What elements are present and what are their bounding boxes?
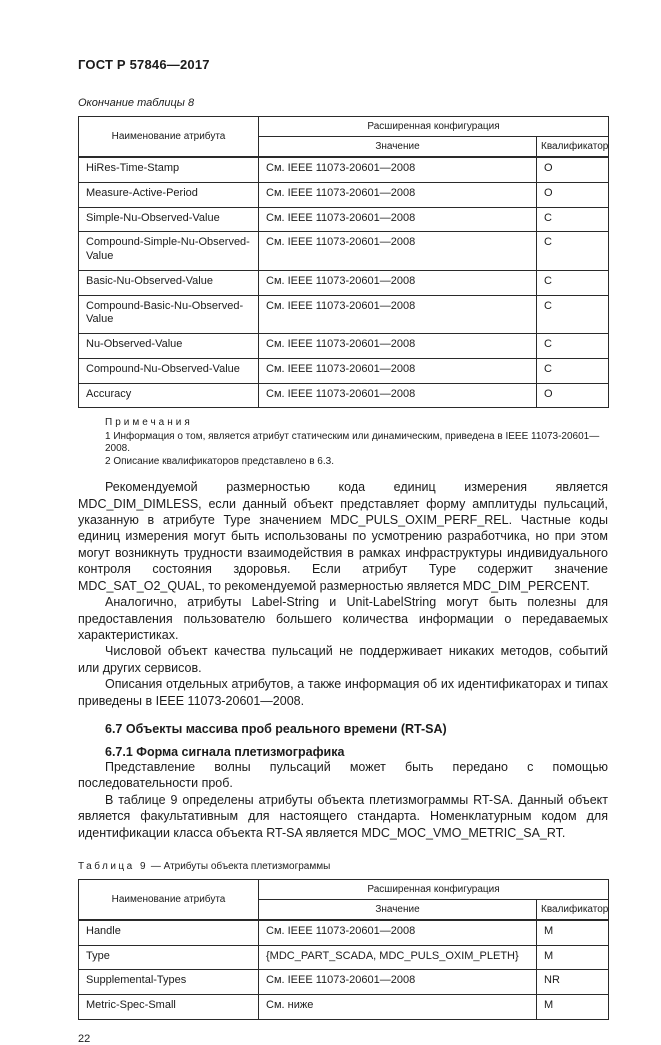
qualifier-cell: O [537,383,609,408]
qualifier-cell: C [537,295,609,334]
table8-header-value: Значение [259,137,537,158]
table9-header-qualifier: Квалификатор [537,899,609,920]
document-header: ГОСТ Р 57846—2017 [78,57,210,72]
paragraph: Описания отдельных атрибутов, а также информация об их идентификаторах и типах приведены в IEEE 11073-20601—2008. [78,677,608,708]
qualifier-cell: O [537,157,609,182]
section-heading-6-7-1: 6.7.1 Форма сигнала плетизмографика [105,744,345,759]
table8-header-attribute: Наименование атрибута [79,117,259,158]
value-cell: {MDC_PART_SCADA, MDC_PULS_OXIM_PLETH} [259,945,537,970]
table8-attributes-table [78,116,609,408]
table8-header-extended-config: Расширенная конфигурация [259,117,609,137]
table9-header-attribute: Наименование атрибута [79,879,259,920]
qualifier-cell: M [537,945,609,970]
attribute-name-cell: Handle [79,920,259,945]
value-cell: См. IEEE 11073-20601—2008 [259,358,537,383]
table9-caption-separator: — [148,860,164,872]
table-row [79,207,609,232]
attribute-name-cell: Supplemental-Types [79,970,259,995]
attribute-name-cell: Nu-Observed-Value [79,334,259,359]
qualifier-cell: O [537,182,609,207]
table-row [79,270,609,295]
table8-header-qualifier: Квалификатор [537,137,609,158]
value-cell: См. IEEE 11073-20601—2008 [259,383,537,408]
table8-notes [78,417,608,468]
value-cell: См. IEEE 11073-20601—2008 [259,920,537,945]
attribute-name-cell: Compound-Basic-Nu-Observed-Value [79,295,259,334]
paragraph: Рекомендуемой размерностью кода единиц измерения является MDC_DIM_DIMLESS, если данный объект представляет форму амплитуды пульсаций, указанную в атрибуте Type значением MDC_PULS_OXIM_PERF_REL. Частные коды единиц измерения могут быть использованы по усмотрению разработчика, но при этом могут возникнуть трудности взаимодействия в рамках инфраструктуры индивидуального контроля состояния здоровья. Если атрибут Type содержит значение MDC_SAT_O2_QUAL, то рекомендуемой размерностью является MDC_DIM_PERCENT. [78,480,608,593]
value-cell: См. IEEE 11073-20601—2008 [259,270,537,295]
table9-body [79,920,609,1020]
table-row [79,334,609,359]
table9-attributes-table [78,879,609,1020]
value-cell: См. ниже [259,995,537,1020]
value-cell: См. IEEE 11073-20601—2008 [259,334,537,359]
note-item: 1 Информация о том, является атрибут статическим или динамическим, приведена в IEEE 11073-20601—2008. [105,430,600,455]
attribute-name-cell: Metric-Spec-Small [79,995,259,1020]
table-row [79,995,609,1020]
attribute-name-cell: Accuracy [79,383,259,408]
note-item: 2 Описание квалификаторов представлено в 6.3. [105,455,334,467]
table-row [79,945,609,970]
value-cell: См. IEEE 11073-20601—2008 [259,970,537,995]
qualifier-cell: C [537,334,609,359]
attribute-name-cell: Simple-Nu-Observed-Value [79,207,259,232]
notes-title: Примечания [105,417,193,429]
attribute-name-cell: Compound-Simple-Nu-Observed-Value [79,232,259,271]
value-cell: См. IEEE 11073-20601—2008 [259,232,537,271]
paragraph: Аналогично, атрибуты Label-String и Unit-LabelString могут быть полезны для предоставления пользователю большего количества информации о передаваемых характеристиках. [78,595,608,642]
table-row [79,970,609,995]
page-number: 22 [78,1032,91,1045]
table-row [79,157,609,182]
attribute-name-cell: Measure-Active-Period [79,182,259,207]
table-row [79,383,609,408]
value-cell: См. IEEE 11073-20601—2008 [259,157,537,182]
table9-caption-label: Таблица 9 [78,860,149,872]
table-row [79,358,609,383]
table9-header-row-1 [79,879,609,899]
table8-header-row-1 [79,117,609,137]
table-row [79,920,609,945]
value-cell: См. IEEE 11073-20601—2008 [259,207,537,232]
qualifier-cell: M [537,995,609,1020]
paragraph: Представление волны пульсаций может быть передано с помощью последовательности проб. [78,759,608,791]
qualifier-cell: C [537,358,609,383]
value-cell: См. IEEE 11073-20601—2008 [259,182,537,207]
table8-body [79,157,609,408]
attribute-name-cell: Basic-Nu-Observed-Value [79,270,259,295]
table-row [79,295,609,334]
section-heading-6-7: 6.7 Объекты массива проб реального времени (RT-SA) [105,721,447,736]
attribute-name-cell: Compound-Nu-Observed-Value [79,358,259,383]
qualifier-cell: M [537,920,609,945]
qualifier-cell: C [537,207,609,232]
qualifier-cell: C [537,232,609,271]
table8-header [79,117,609,158]
table9-header-extended-config: Расширенная конфигурация [259,879,609,899]
paragraph: Числовой объект качества пульсаций не поддерживает никаких методов, событий или других сервисов. [78,644,608,675]
attribute-name-cell: HiRes-Time-Stamp [79,157,259,182]
table-row [79,232,609,271]
paragraph: В таблице 9 определены атрибуты объекта плетизмограммы RT-SA. Данный объект является факультативным для настоящего стандарта. Номенклатурным кодом для идентификации класса объекта RT-SA является MDC_MOC_VMO_METRIC_SA_RT. [78,792,608,840]
table9-header [79,879,609,920]
qualifier-cell: NR [537,970,609,995]
table9-caption [78,861,608,872]
table-row [79,182,609,207]
table9-caption-title: Атрибуты объекта плетизмограммы [163,860,331,872]
qualifier-cell: C [537,270,609,295]
attribute-name-cell: Type [79,945,259,970]
value-cell: См. IEEE 11073-20601—2008 [259,295,537,334]
table9-header-value: Значение [259,899,537,920]
table8-continuation-caption: Окончание таблицы 8 [78,97,195,109]
